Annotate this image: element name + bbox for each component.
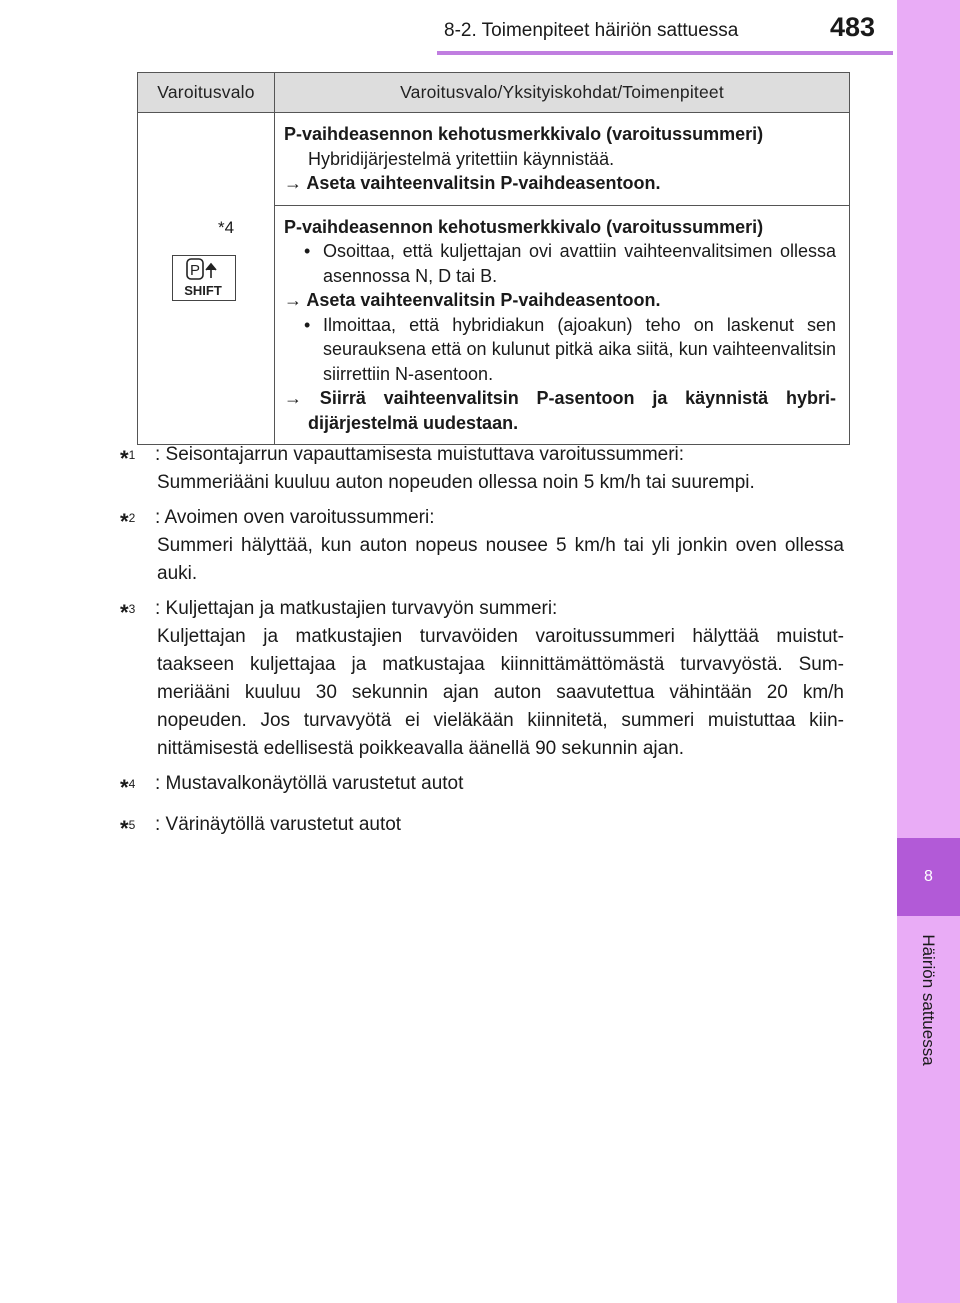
row2-title: P-vaihdeasennon kehotusmerkkivalo (varoitussummeri): [284, 216, 764, 237]
header-rule: [437, 51, 893, 55]
footnote-2-mark: 2: [128, 511, 136, 525]
warning-light-table: [137, 72, 850, 445]
footnote-2-text: Summeri hälyttää, kun auton nopeus nousee 5 km/h tai yli jonkin oven ollessa auki.: [157, 535, 844, 584]
row2-bullet2: • Ilmoittaa, että hybridiakun (ajoakun) teho on laskenut sen seurauksena että on kulunut pitkä aika siitä, kun vaihteenvalitsin siirrettiin N-asentoon.: [284, 313, 836, 387]
footnote-4-heading: : Mustavalkonäytöllä varustetut autot: [155, 773, 464, 794]
p-shift-icon: [172, 255, 236, 301]
footnote-1: *$^1$ : Seisontajarrun vapauttamisesta muistuttava varoitussummeri: Summeriääni kuuluu auton nopeuden ollessa noin 5 km/h tai suurempi.: [120, 441, 844, 497]
footnote-1-text: Summeriääni kuuluu auton nopeuden ollessa noin 5 km/h tai suurempi.: [157, 472, 755, 493]
footnote-5-heading: : Värinäytöllä varustetut autot: [155, 814, 402, 835]
footnotes: [120, 441, 844, 852]
footnote-3-heading: : Kuljettajan ja matkustajien turvavyön summeri:: [155, 598, 558, 619]
footnote-3-mark: 3: [128, 602, 136, 616]
chapter-number: 8: [897, 838, 960, 916]
row2-action1: → Aseta vaihteenvalitsin P-vaihdeasentoon.: [284, 290, 661, 310]
footnote-1-heading: : Seisontajarrun vapauttamisesta muistuttava varoitussummeri:: [155, 444, 685, 465]
row1-detail: Hybridijärjestelmä yritettiin käynnistää.: [308, 148, 615, 169]
footnote-4: *$^4$ : Mustavalkonäytöllä varustetut autot: [120, 770, 844, 804]
footnote-1-mark: 1: [128, 448, 136, 462]
footnote-2: *$^2$ : Avoimen oven varoitussummeri: Summeri hälyttää, kun auton nopeus nousee 5 km/h tai yli jonkin oven ollessa auki.: [120, 504, 844, 588]
p-shift-icon-label: SHIFT: [184, 283, 222, 298]
footnote-5-mark: 5: [128, 818, 136, 832]
icon-footnote-mark: [218, 218, 234, 238]
footnote-5: *$^5$ : Värinäytöllä varustetut autot: [120, 811, 844, 845]
row2-action2: → Siirrä vaihteenvalitsin P-asentoon ja käynnistä hybri-dijärjestelmä uudestaan.: [284, 388, 836, 433]
row1-action: → Aseta vaihteenvalitsin P-vaihdeasentoon.: [284, 173, 661, 193]
col-header-details: Varoitusvalo/Yksityiskohdat/Toimenpiteet: [275, 73, 850, 113]
footnote-3-text: Kuljettajan ja matkustajien turvavöiden varoitussummeri hälyttää muistut-taakseen kuljettajaa ja matkustajaa kiinnittämättömästä turvavyöstä. Sum-meriääni kuuluu 30 sekunnin ajan auton saavutettua vähintään 20 km/h nopeuden. Jos turvavyötä ei vieläkään kiinnitetä, summeri muistuttaa kiin-nittämisestä edellisestä poikkeavalla äänellä 90 sekunnin ajan.: [157, 626, 844, 759]
row2-bullet1: • Osoittaa, että kuljettajan ovi avattiin vaihteenvalitsimen ollessa asennossa N, D tai B.: [284, 239, 836, 288]
row2-bullet1-text: Osoittaa, että kuljettajan ovi avattiin vaihteenvalitsimen ollessa asennossa N, D tai B.: [323, 241, 836, 286]
chapter-label: Häiriön sattuessa: [919, 934, 938, 1066]
section-title: 8-2. Toimenpiteet häiriön sattuessa: [444, 20, 739, 41]
warning-icon-cell: [138, 113, 275, 445]
footnote-2-heading: : Avoimen oven varoitussummeri:: [155, 507, 435, 528]
footnote-3: *$^3$ : Kuljettajan ja matkustajien turvavyön summeri: Kuljettajan ja matkustajien turvavöiden varoitussummeri hälyttää muistut-taakseen kuljettajaa ja matkustajaa kiinnittämättömästä turvavyöstä. Sum-meriääni kuuluu 30 sekunnin ajan auton saavutettua vähintään 20 km/h nopeuden. Jos turvavyötä ei vieläkään kiinnitetä, summeri muistuttaa kiin-nittämisestä edellisestä poikkeavalla äänellä 90 sekunnin ajan.: [120, 595, 844, 763]
chapter-side-tab: [897, 0, 960, 1303]
col-header-warning-light: Varoitusvalo: [138, 73, 275, 113]
row1-details: [275, 113, 850, 206]
icon-footnote-text: *4: [218, 218, 235, 237]
row2-details: [275, 205, 850, 445]
footnote-4-mark: 4: [128, 777, 136, 791]
row2-bullet2-text: Ilmoittaa, että hybridiakun (ajoakun) teho on laskenut sen seurauksena että on kulunut pitkä aika siitä, kun vaihteenvalitsin siirrettiin N-asentoon.: [323, 314, 836, 384]
row1-title: P-vaihdeasennon kehotusmerkkivalo (varoitussummeri): [284, 124, 764, 144]
page-number: 483: [830, 12, 876, 42]
p-shift-icon-letter: P: [189, 262, 201, 279]
